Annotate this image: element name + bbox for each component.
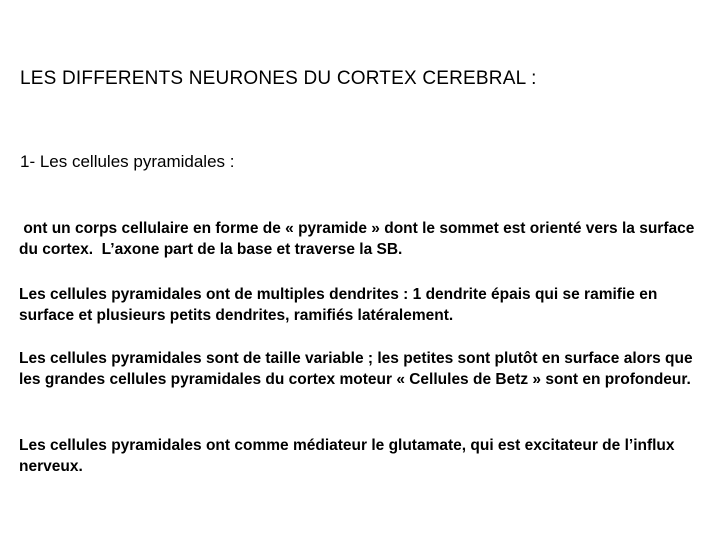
paragraph-shape: ont un corps cellulaire en forme de « pyramide » dont le sommet est orienté vers la surface du cortex. L’axone part de la base et traverse la SB. <box>19 220 699 258</box>
section-heading: 1- Les cellules pyramidales : <box>20 152 235 171</box>
paragraph-dendrites: Les cellules pyramidales ont de multiples dendrites : 1 dendrite épais qui se ramifie en surface et plusieurs petits dendrites, ramifiés latéralement. <box>19 286 658 324</box>
slide-title: LES DIFFERENTS NEURONES DU CORTEX CEREBRAL : <box>20 68 537 89</box>
paragraph-size: Les cellules pyramidales sont de taille variable ; les petites sont plutôt en surface alors que les grandes cellules pyramidales du cortex moteur « Cellules de Betz » sont en profondeur. <box>19 350 693 388</box>
paragraph-mediator: Les cellules pyramidales ont comme médiateur le glutamate, qui est excitateur de l’influx nerveux. <box>19 437 675 475</box>
